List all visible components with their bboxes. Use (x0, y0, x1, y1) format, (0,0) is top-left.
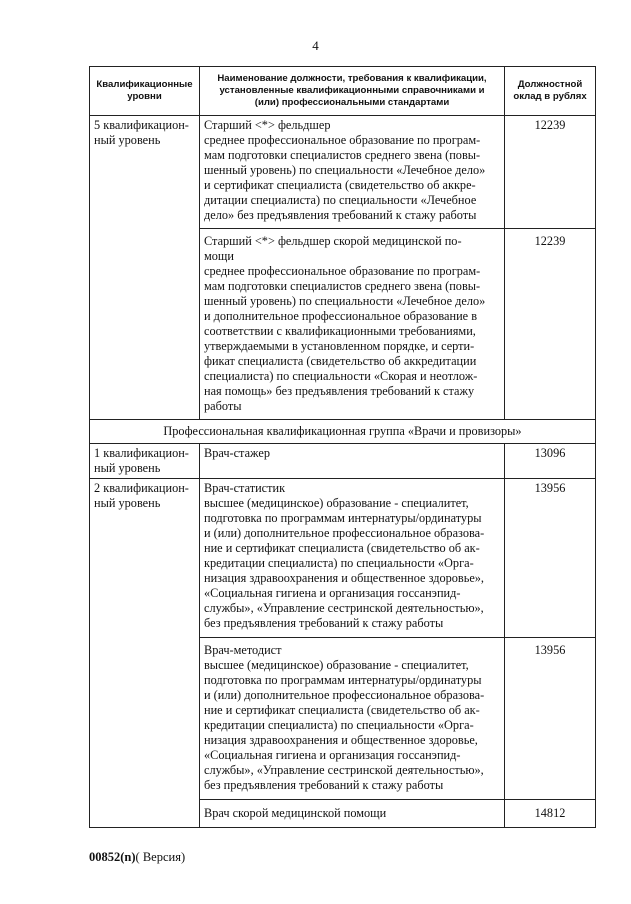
footer (89, 850, 185, 865)
header-position: Наименование должности, требования к квалификации, установленные квалификационными справочниками и (или) профессиональными стандартами (200, 67, 505, 116)
row-salary: 14812 (505, 800, 596, 828)
row-position: Врач скорой медицинской помощи (200, 800, 505, 828)
row-position: Врач-методист высшее (медицинское) образование - специалитет, подготовка по программам интернатуры/ординатуры и (или) дополнительное профессиональное образова- ние и сертификат специалиста (свидетельство об ак- кредитации специалиста) по специальности «Орга- низация здравоохранения и общественное здоровье, «Социальная гигиена и организация госсанэпид- службы», «Управление сестринской деятельностью», без предъявления требований к стажу работы (200, 638, 505, 800)
table-row (90, 479, 596, 638)
row-salary: 12239 (505, 229, 596, 420)
row-level: 2 квалификацион- ный уровень (90, 479, 200, 828)
row-salary: 13096 (505, 444, 596, 479)
header-salary: Должностной оклад в рублях (505, 67, 596, 116)
qualification-table (89, 66, 596, 828)
row-salary: 12239 (505, 116, 596, 229)
row-salary: 13956 (505, 479, 596, 638)
table-header-row (90, 67, 596, 116)
table-row (90, 116, 596, 229)
header-level: Квалификационные уровни (90, 67, 200, 116)
document-code: 00852(n) (89, 850, 136, 864)
page-number: 4 (312, 38, 319, 53)
row-position: Врач-статистик высшее (медицинское) образование - специалитет, подготовка по программам интернатуры/ординатуры и (или) дополнительное профессиональное образова- ние и сертификат специалиста (свидетельство об ак- кредитации специалиста) по специальности «Орга- низация здравоохранения и общественное здоровье», «Социальная гигиена и организация госсанэпид- службы», «Управление сестринской деятельностью», без предъявления требований к стажу работы (200, 479, 505, 638)
document-version: ( Версия) (135, 850, 186, 864)
row-position: Старший <*> фельдшер скорой медицинской по- мощи среднее профессиональное образование по програм- мам подготовки специалистов среднего звена (повы- шенный уровень) по специальности «Лечебное дело» и дополнительное профессиональное образование в соответствии с квалификационными требованиями, утверждаемыми в установленном порядке, и серти- фикат специалиста (свидетельство об аккредитации специалиста) по специальности «Скорая и неотлож- ная помощь» без предъявления требований к стажу работы (200, 229, 505, 420)
group-row (90, 420, 596, 444)
row-salary: 13956 (505, 638, 596, 800)
table-row (90, 444, 596, 479)
row-level: 5 квалификацион- ный уровень (90, 116, 200, 420)
row-position: Старший <*> фельдшер среднее профессиональное образование по програм- мам подготовки специалистов среднего звена (повы- шенный уровень) по специальности «Лечебное дело» и сертификат специалиста (свидетельство об аккре- дитации специалиста) по специальности «Лечебное дело» без предъявления требований к стажу работы (200, 116, 505, 229)
row-position: Врач-стажер (200, 444, 505, 479)
row-level: 1 квалификацион- ный уровень (90, 444, 200, 479)
group-title: Профессиональная квалификационная группа «Врачи и провизоры» (90, 420, 596, 444)
